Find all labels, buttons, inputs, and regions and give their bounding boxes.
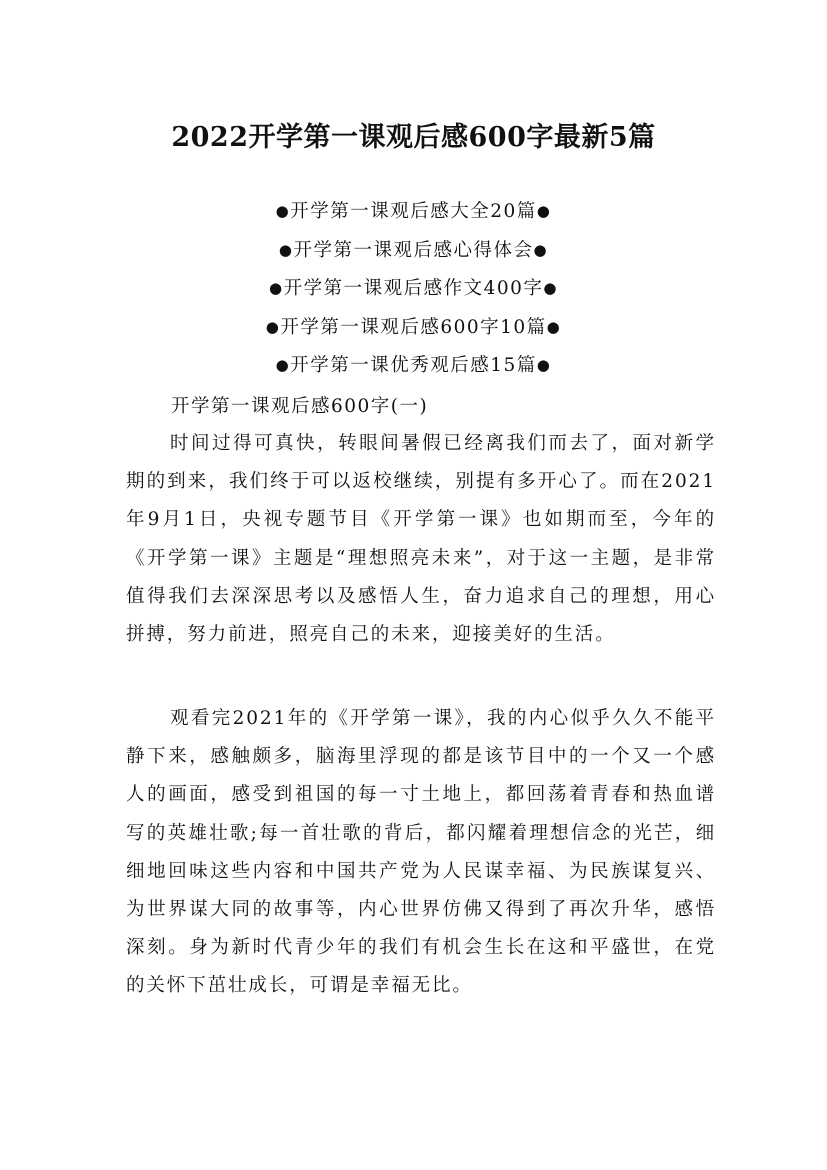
bullet-icon: ● <box>269 279 284 297</box>
bullet-icon: ● <box>536 202 552 220</box>
bullet-icon: ● <box>275 356 291 374</box>
bullet-icon: ● <box>533 240 549 259</box>
related-article-label: 开学第一课优秀观后感15篇 <box>290 355 537 376</box>
bullet-icon: ● <box>265 317 281 336</box>
related-article-item[interactable] <box>0 273 827 312</box>
bullet-icon: ● <box>536 356 552 374</box>
related-article-label: 开学第一课观后感心得体会 <box>293 239 534 261</box>
body-paragraph: 观看完2021年的《开学第一课》，我的内心似乎久久不能平静下来，感触颇多，脑海里浮现的都是该节目中的一个又一个感人的画面，感受到祖国的每一寸土地上，都回荡着青春和热血谱写的英雄壮歌;每一首壮歌的背后，都闪耀着理想信念的光芒，细细地回味这些内容和中国共产党为人民谋幸福、为民族谋复兴、为世界谋大同的故事等，内心世界仿佛又得到了再次升华，感悟深刻。身为新时代青少年的我们有机会生长在这和平盛世，在党的关怀下茁壮成长，可谓是幸福无比。 <box>126 708 716 997</box>
related-article-label: 开学第一课观后感600字10篇 <box>280 316 547 338</box>
body-paragraph: 时间过得可真快，转眼间暑假已经离我们而去了，面对新学期的到来，我们终于可以返校继续，别提有多开心了。而在2021年9月1日，央视专题节目《开学第一课》也如期而至，今年的《开学第一课》主题是“理想照亮未来”，对于这一主题，是非常值得我们去深深思考以及感悟人生，奋力追求自己的理想，用心拼搏，努力前进，照亮自己的未来，迎接美好的生活。 <box>126 433 716 646</box>
related-article-item[interactable] <box>0 235 827 274</box>
section-heading: 开学第一课观后感600字(一) <box>171 396 429 417</box>
bullet-icon: ● <box>275 202 291 220</box>
related-article-item[interactable] <box>0 350 827 389</box>
related-articles-list <box>0 196 827 389</box>
related-article-item[interactable] <box>0 312 827 351</box>
bullet-icon: ● <box>543 279 558 297</box>
bullet-icon: ● <box>546 317 562 336</box>
related-article-label: 开学第一课观后感大全20篇 <box>290 201 537 222</box>
bullet-icon: ● <box>278 240 294 259</box>
related-article-item[interactable] <box>0 196 827 235</box>
document-title: 2022开学第一课观后感600字最新5篇 <box>171 122 656 154</box>
related-article-label: 开学第一课观后感作文400字 <box>283 278 544 299</box>
